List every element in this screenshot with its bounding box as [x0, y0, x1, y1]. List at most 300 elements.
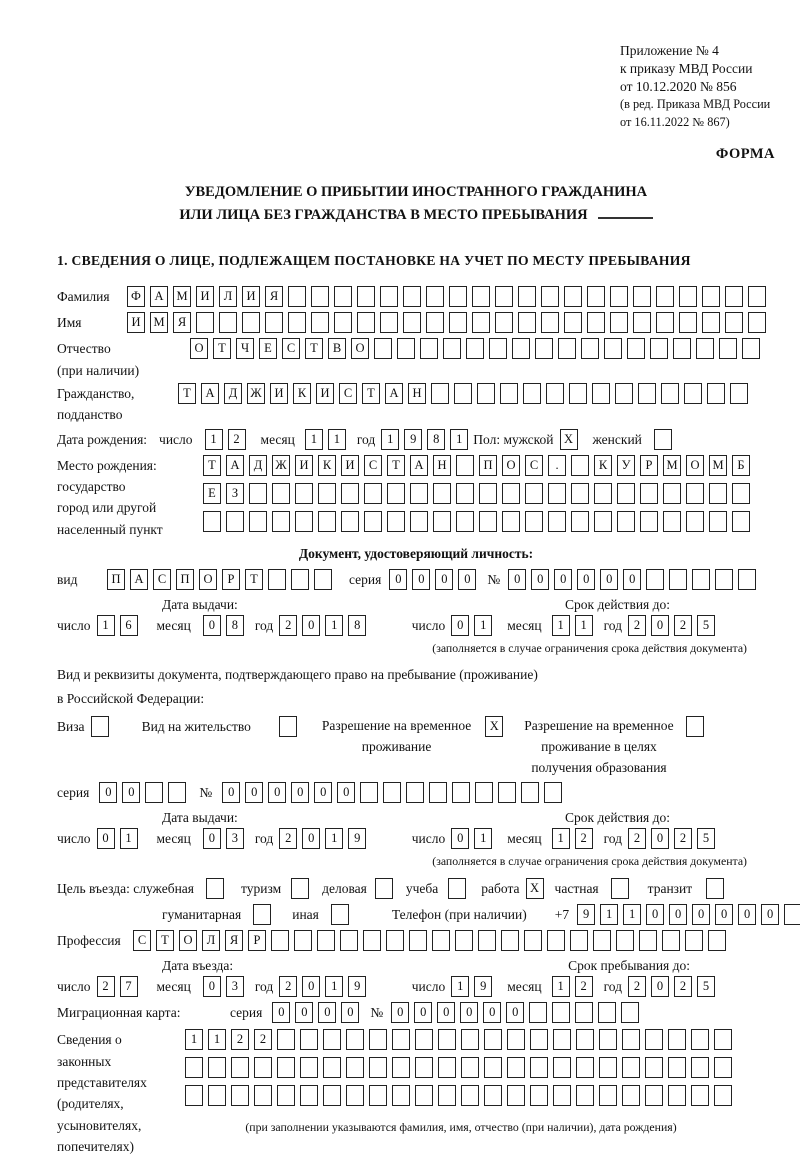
- char-cell[interactable]: 0: [651, 615, 669, 636]
- char-cell[interactable]: [185, 1057, 203, 1078]
- char-cell[interactable]: П: [176, 569, 194, 590]
- char-cell[interactable]: [456, 511, 474, 532]
- char-cell[interactable]: [431, 383, 449, 404]
- char-cell[interactable]: [535, 338, 553, 359]
- char-cell[interactable]: 6: [120, 615, 138, 636]
- char-cell[interactable]: [706, 878, 724, 899]
- char-cell[interactable]: [518, 286, 536, 307]
- char-cell[interactable]: 0: [203, 976, 221, 997]
- char-cell[interactable]: [219, 312, 237, 333]
- char-cell[interactable]: 3: [226, 976, 244, 997]
- char-cell[interactable]: [714, 1057, 732, 1078]
- char-cell[interactable]: 1: [451, 976, 469, 997]
- char-cell[interactable]: [448, 878, 466, 899]
- char-cell[interactable]: 0: [458, 569, 476, 590]
- char-cell[interactable]: [277, 1085, 295, 1106]
- char-cell[interactable]: [472, 312, 490, 333]
- char-cell[interactable]: [594, 511, 612, 532]
- char-cell[interactable]: [478, 930, 496, 951]
- char-cell[interactable]: 0: [295, 1002, 313, 1023]
- char-cell[interactable]: [654, 429, 672, 450]
- char-cell[interactable]: [518, 312, 536, 333]
- char-cell[interactable]: [544, 782, 562, 803]
- char-cell[interactable]: [576, 1085, 594, 1106]
- char-cell[interactable]: [277, 1057, 295, 1078]
- char-cell[interactable]: [679, 312, 697, 333]
- char-cell[interactable]: [587, 312, 605, 333]
- char-cell[interactable]: 1: [208, 1029, 226, 1050]
- char-cell[interactable]: [500, 383, 518, 404]
- char-cell[interactable]: 0: [506, 1002, 524, 1023]
- char-cell[interactable]: 0: [531, 569, 549, 590]
- char-cell[interactable]: [587, 286, 605, 307]
- char-cell[interactable]: [410, 511, 428, 532]
- char-cell[interactable]: К: [293, 383, 311, 404]
- char-cell[interactable]: [375, 878, 393, 899]
- char-cell[interactable]: 0: [122, 782, 140, 803]
- char-cell[interactable]: [679, 286, 697, 307]
- char-cell[interactable]: [501, 930, 519, 951]
- char-cell[interactable]: [334, 286, 352, 307]
- char-cell[interactable]: [456, 483, 474, 504]
- char-cell[interactable]: [91, 716, 109, 737]
- char-cell[interactable]: 2: [279, 828, 297, 849]
- char-cell[interactable]: 2: [628, 976, 646, 997]
- char-cell[interactable]: [403, 312, 421, 333]
- char-cell[interactable]: [661, 383, 679, 404]
- char-cell[interactable]: [668, 1029, 686, 1050]
- char-cell[interactable]: 1: [474, 828, 492, 849]
- char-cell[interactable]: [708, 930, 726, 951]
- char-cell[interactable]: [386, 930, 404, 951]
- char-cell[interactable]: 1: [600, 904, 618, 925]
- char-cell[interactable]: 2: [674, 828, 692, 849]
- char-cell[interactable]: 0: [460, 1002, 478, 1023]
- char-cell[interactable]: [334, 312, 352, 333]
- char-cell[interactable]: И: [196, 286, 214, 307]
- char-cell[interactable]: [392, 1029, 410, 1050]
- char-cell[interactable]: Я: [265, 286, 283, 307]
- char-cell[interactable]: [364, 483, 382, 504]
- char-cell[interactable]: [599, 1085, 617, 1106]
- char-cell[interactable]: С: [153, 569, 171, 590]
- char-cell[interactable]: [662, 930, 680, 951]
- char-cell[interactable]: 0: [692, 904, 710, 925]
- char-cell[interactable]: [466, 338, 484, 359]
- char-cell[interactable]: К: [594, 455, 612, 476]
- char-cell[interactable]: [558, 338, 576, 359]
- char-cell[interactable]: [732, 483, 750, 504]
- char-cell[interactable]: [318, 483, 336, 504]
- char-cell[interactable]: [433, 483, 451, 504]
- char-cell[interactable]: 0: [318, 1002, 336, 1023]
- char-cell[interactable]: Ч: [236, 338, 254, 359]
- char-cell[interactable]: [380, 312, 398, 333]
- char-cell[interactable]: 2: [575, 828, 593, 849]
- char-cell[interactable]: [145, 782, 163, 803]
- char-cell[interactable]: 2: [254, 1029, 272, 1050]
- char-cell[interactable]: [502, 483, 520, 504]
- char-cell[interactable]: [272, 483, 290, 504]
- char-cell[interactable]: [208, 1085, 226, 1106]
- char-cell[interactable]: [621, 1002, 639, 1023]
- char-cell[interactable]: [715, 569, 733, 590]
- char-cell[interactable]: [415, 1085, 433, 1106]
- char-cell[interactable]: [686, 716, 704, 737]
- char-cell[interactable]: 0: [623, 569, 641, 590]
- char-cell[interactable]: [615, 383, 633, 404]
- char-cell[interactable]: [392, 1085, 410, 1106]
- char-cell[interactable]: [742, 338, 760, 359]
- char-cell[interactable]: В: [328, 338, 346, 359]
- char-cell[interactable]: 2: [279, 615, 297, 636]
- char-cell[interactable]: [206, 878, 224, 899]
- char-cell[interactable]: [645, 1029, 663, 1050]
- char-cell[interactable]: [640, 511, 658, 532]
- char-cell[interactable]: Д: [224, 383, 242, 404]
- char-cell[interactable]: 0: [451, 828, 469, 849]
- char-cell[interactable]: Б: [732, 455, 750, 476]
- char-cell[interactable]: [397, 338, 415, 359]
- char-cell[interactable]: 0: [391, 1002, 409, 1023]
- char-cell[interactable]: [564, 286, 582, 307]
- char-cell[interactable]: [364, 511, 382, 532]
- char-cell[interactable]: [279, 716, 297, 737]
- char-cell[interactable]: Т: [178, 383, 196, 404]
- char-cell[interactable]: Е: [259, 338, 277, 359]
- char-cell[interactable]: Е: [203, 483, 221, 504]
- char-cell[interactable]: [341, 483, 359, 504]
- char-cell[interactable]: 1: [381, 429, 399, 450]
- char-cell[interactable]: [498, 782, 516, 803]
- char-cell[interactable]: [707, 383, 725, 404]
- char-cell[interactable]: 2: [279, 976, 297, 997]
- char-cell[interactable]: 1: [575, 615, 593, 636]
- char-cell[interactable]: М: [663, 455, 681, 476]
- char-cell[interactable]: [449, 286, 467, 307]
- char-cell[interactable]: [692, 569, 710, 590]
- char-cell[interactable]: [357, 312, 375, 333]
- char-cell[interactable]: [288, 286, 306, 307]
- char-cell[interactable]: [271, 930, 289, 951]
- char-cell[interactable]: [638, 383, 656, 404]
- char-cell[interactable]: 2: [228, 429, 246, 450]
- char-cell[interactable]: Т: [362, 383, 380, 404]
- char-cell[interactable]: [311, 312, 329, 333]
- char-cell[interactable]: О: [686, 455, 704, 476]
- char-cell[interactable]: 0: [600, 569, 618, 590]
- char-cell[interactable]: Т: [213, 338, 231, 359]
- char-cell[interactable]: Р: [222, 569, 240, 590]
- char-cell[interactable]: 0: [451, 615, 469, 636]
- char-cell[interactable]: К: [318, 455, 336, 476]
- char-cell[interactable]: X: [560, 429, 578, 450]
- char-cell[interactable]: 1: [325, 828, 343, 849]
- char-cell[interactable]: [512, 338, 530, 359]
- char-cell[interactable]: [484, 1085, 502, 1106]
- char-cell[interactable]: [610, 286, 628, 307]
- char-cell[interactable]: [627, 338, 645, 359]
- char-cell[interactable]: 0: [651, 828, 669, 849]
- char-cell[interactable]: [668, 1057, 686, 1078]
- char-cell[interactable]: [415, 1029, 433, 1050]
- char-cell[interactable]: [622, 1057, 640, 1078]
- char-cell[interactable]: 0: [738, 904, 756, 925]
- char-cell[interactable]: О: [502, 455, 520, 476]
- char-cell[interactable]: 1: [328, 429, 346, 450]
- char-cell[interactable]: [599, 1029, 617, 1050]
- char-cell[interactable]: [363, 930, 381, 951]
- char-cell[interactable]: Ж: [272, 455, 290, 476]
- char-cell[interactable]: 2: [628, 828, 646, 849]
- char-cell[interactable]: [696, 338, 714, 359]
- char-cell[interactable]: [360, 782, 378, 803]
- char-cell[interactable]: 0: [414, 1002, 432, 1023]
- char-cell[interactable]: 0: [437, 1002, 455, 1023]
- char-cell[interactable]: 0: [669, 904, 687, 925]
- char-cell[interactable]: [406, 782, 424, 803]
- char-cell[interactable]: [226, 511, 244, 532]
- char-cell[interactable]: 5: [697, 615, 715, 636]
- char-cell[interactable]: Н: [433, 455, 451, 476]
- char-cell[interactable]: [569, 383, 587, 404]
- char-cell[interactable]: [242, 312, 260, 333]
- char-cell[interactable]: [231, 1085, 249, 1106]
- char-cell[interactable]: 1: [185, 1029, 203, 1050]
- char-cell[interactable]: П: [479, 455, 497, 476]
- char-cell[interactable]: [645, 1057, 663, 1078]
- char-cell[interactable]: 0: [291, 782, 309, 803]
- char-cell[interactable]: О: [199, 569, 217, 590]
- char-cell[interactable]: [455, 930, 473, 951]
- char-cell[interactable]: 3: [226, 828, 244, 849]
- char-cell[interactable]: [663, 511, 681, 532]
- char-cell[interactable]: И: [295, 455, 313, 476]
- char-cell[interactable]: [656, 286, 674, 307]
- char-cell[interactable]: [571, 511, 589, 532]
- char-cell[interactable]: Я: [225, 930, 243, 951]
- char-cell[interactable]: [415, 1057, 433, 1078]
- char-cell[interactable]: [541, 312, 559, 333]
- char-cell[interactable]: 8: [226, 615, 244, 636]
- char-cell[interactable]: [277, 1029, 295, 1050]
- char-cell[interactable]: [317, 930, 335, 951]
- char-cell[interactable]: [432, 930, 450, 951]
- char-cell[interactable]: [507, 1057, 525, 1078]
- char-cell[interactable]: [346, 1057, 364, 1078]
- char-cell[interactable]: [369, 1029, 387, 1050]
- char-cell[interactable]: [438, 1085, 456, 1106]
- char-cell[interactable]: 0: [577, 569, 595, 590]
- char-cell[interactable]: 1: [552, 976, 570, 997]
- char-cell[interactable]: [479, 483, 497, 504]
- char-cell[interactable]: [639, 930, 657, 951]
- char-cell[interactable]: [598, 1002, 616, 1023]
- char-cell[interactable]: [410, 483, 428, 504]
- char-cell[interactable]: Р: [640, 455, 658, 476]
- char-cell[interactable]: [684, 383, 702, 404]
- char-cell[interactable]: 0: [268, 782, 286, 803]
- char-cell[interactable]: 0: [483, 1002, 501, 1023]
- char-cell[interactable]: [530, 1085, 548, 1106]
- char-cell[interactable]: X: [485, 716, 503, 737]
- char-cell[interactable]: М: [173, 286, 191, 307]
- char-cell[interactable]: [622, 1085, 640, 1106]
- char-cell[interactable]: 2: [674, 615, 692, 636]
- char-cell[interactable]: [748, 312, 766, 333]
- char-cell[interactable]: [646, 569, 664, 590]
- char-cell[interactable]: 1: [325, 976, 343, 997]
- char-cell[interactable]: [461, 1085, 479, 1106]
- char-cell[interactable]: 0: [222, 782, 240, 803]
- char-cell[interactable]: [685, 930, 703, 951]
- char-cell[interactable]: [732, 511, 750, 532]
- char-cell[interactable]: З: [226, 483, 244, 504]
- char-cell[interactable]: 0: [341, 1002, 359, 1023]
- char-cell[interactable]: О: [179, 930, 197, 951]
- char-cell[interactable]: 9: [577, 904, 595, 925]
- char-cell[interactable]: А: [385, 383, 403, 404]
- char-cell[interactable]: [196, 312, 214, 333]
- char-cell[interactable]: 0: [554, 569, 572, 590]
- char-cell[interactable]: [524, 930, 542, 951]
- char-cell[interactable]: [461, 1029, 479, 1050]
- char-cell[interactable]: [249, 483, 267, 504]
- char-cell[interactable]: [374, 338, 392, 359]
- char-cell[interactable]: [479, 511, 497, 532]
- char-cell[interactable]: [622, 1029, 640, 1050]
- char-cell[interactable]: [341, 511, 359, 532]
- char-cell[interactable]: Т: [156, 930, 174, 951]
- char-cell[interactable]: [548, 511, 566, 532]
- char-cell[interactable]: .: [548, 455, 566, 476]
- char-cell[interactable]: 0: [203, 615, 221, 636]
- char-cell[interactable]: [208, 1057, 226, 1078]
- char-cell[interactable]: [616, 930, 634, 951]
- char-cell[interactable]: 0: [646, 904, 664, 925]
- char-cell[interactable]: [477, 383, 495, 404]
- char-cell[interactable]: [438, 1029, 456, 1050]
- char-cell[interactable]: [314, 569, 332, 590]
- char-cell[interactable]: [340, 930, 358, 951]
- char-cell[interactable]: [429, 782, 447, 803]
- char-cell[interactable]: [253, 904, 271, 925]
- char-cell[interactable]: [604, 338, 622, 359]
- char-cell[interactable]: [530, 1057, 548, 1078]
- char-cell[interactable]: И: [316, 383, 334, 404]
- char-cell[interactable]: 0: [302, 615, 320, 636]
- char-cell[interactable]: [484, 1057, 502, 1078]
- char-cell[interactable]: [709, 511, 727, 532]
- char-cell[interactable]: [380, 286, 398, 307]
- char-cell[interactable]: [484, 1029, 502, 1050]
- char-cell[interactable]: [295, 511, 313, 532]
- char-cell[interactable]: С: [364, 455, 382, 476]
- char-cell[interactable]: 0: [337, 782, 355, 803]
- char-cell[interactable]: [730, 383, 748, 404]
- char-cell[interactable]: 1: [450, 429, 468, 450]
- char-cell[interactable]: [553, 1085, 571, 1106]
- char-cell[interactable]: [203, 511, 221, 532]
- char-cell[interactable]: М: [709, 455, 727, 476]
- char-cell[interactable]: [461, 1057, 479, 1078]
- char-cell[interactable]: 0: [203, 828, 221, 849]
- char-cell[interactable]: О: [190, 338, 208, 359]
- char-cell[interactable]: С: [133, 930, 151, 951]
- char-cell[interactable]: [449, 312, 467, 333]
- char-cell[interactable]: 0: [245, 782, 263, 803]
- char-cell[interactable]: 2: [97, 976, 115, 997]
- char-cell[interactable]: П: [107, 569, 125, 590]
- char-cell[interactable]: С: [339, 383, 357, 404]
- char-cell[interactable]: [725, 312, 743, 333]
- char-cell[interactable]: [686, 483, 704, 504]
- char-cell[interactable]: [738, 569, 756, 590]
- char-cell[interactable]: [426, 286, 444, 307]
- char-cell[interactable]: 1: [474, 615, 492, 636]
- char-cell[interactable]: 2: [674, 976, 692, 997]
- char-cell[interactable]: [553, 1029, 571, 1050]
- char-cell[interactable]: 0: [389, 569, 407, 590]
- char-cell[interactable]: [725, 286, 743, 307]
- char-cell[interactable]: [552, 1002, 570, 1023]
- char-cell[interactable]: [323, 1085, 341, 1106]
- char-cell[interactable]: 0: [651, 976, 669, 997]
- char-cell[interactable]: 8: [427, 429, 445, 450]
- char-cell[interactable]: [571, 483, 589, 504]
- char-cell[interactable]: 1: [623, 904, 641, 925]
- char-cell[interactable]: [656, 312, 674, 333]
- char-cell[interactable]: [454, 383, 472, 404]
- char-cell[interactable]: О: [351, 338, 369, 359]
- char-cell[interactable]: [548, 483, 566, 504]
- char-cell[interactable]: [593, 930, 611, 951]
- char-cell[interactable]: 7: [120, 976, 138, 997]
- char-cell[interactable]: 0: [302, 976, 320, 997]
- char-cell[interactable]: Т: [245, 569, 263, 590]
- char-cell[interactable]: [507, 1085, 525, 1106]
- char-cell[interactable]: 5: [697, 976, 715, 997]
- char-cell[interactable]: Ж: [247, 383, 265, 404]
- char-cell[interactable]: [495, 286, 513, 307]
- char-cell[interactable]: 0: [435, 569, 453, 590]
- char-cell[interactable]: А: [226, 455, 244, 476]
- char-cell[interactable]: [168, 782, 186, 803]
- char-cell[interactable]: [530, 1029, 548, 1050]
- char-cell[interactable]: 9: [474, 976, 492, 997]
- char-cell[interactable]: [300, 1057, 318, 1078]
- char-cell[interactable]: [300, 1029, 318, 1050]
- char-cell[interactable]: [392, 1057, 410, 1078]
- char-cell[interactable]: [502, 511, 520, 532]
- char-cell[interactable]: [323, 1057, 341, 1078]
- char-cell[interactable]: [383, 782, 401, 803]
- char-cell[interactable]: [702, 286, 720, 307]
- char-cell[interactable]: [617, 483, 635, 504]
- char-cell[interactable]: 2: [231, 1029, 249, 1050]
- char-cell[interactable]: 1: [305, 429, 323, 450]
- char-cell[interactable]: [709, 483, 727, 504]
- char-cell[interactable]: X: [526, 878, 544, 899]
- char-cell[interactable]: И: [127, 312, 145, 333]
- char-cell[interactable]: 1: [325, 615, 343, 636]
- char-cell[interactable]: Т: [305, 338, 323, 359]
- char-cell[interactable]: Л: [202, 930, 220, 951]
- char-cell[interactable]: [691, 1057, 709, 1078]
- char-cell[interactable]: [272, 511, 290, 532]
- char-cell[interactable]: А: [150, 286, 168, 307]
- char-cell[interactable]: [611, 878, 629, 899]
